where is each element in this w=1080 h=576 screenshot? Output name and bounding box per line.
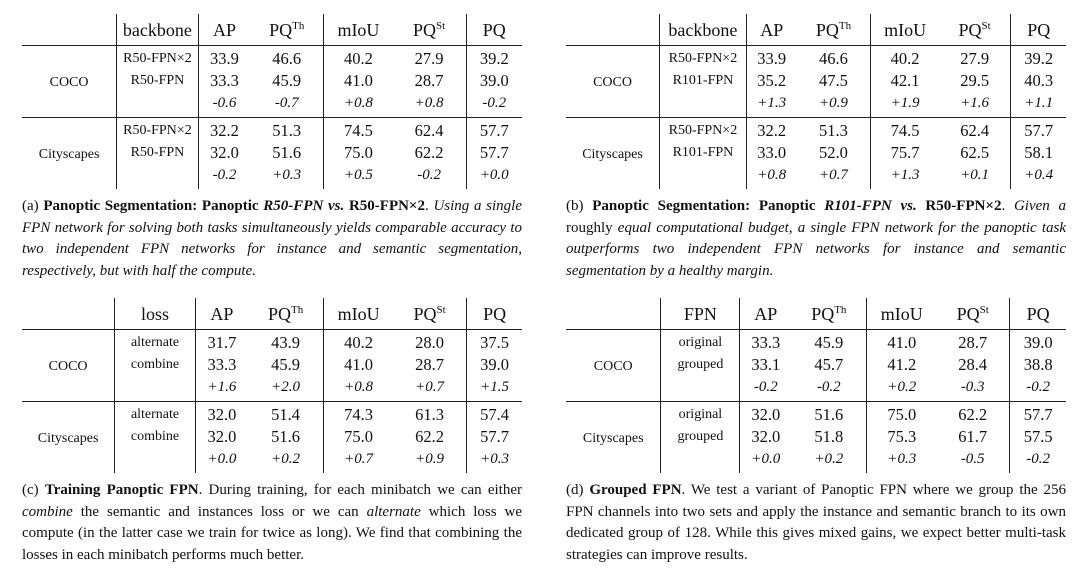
table-row <box>566 402 1066 427</box>
value-cell: 57.4 <box>467 402 522 427</box>
value-cell: 33.3 <box>198 70 250 92</box>
value-cell: -0.2 <box>417 167 441 183</box>
row-label-cell <box>115 376 196 402</box>
value-cell: 40.2 <box>324 46 393 71</box>
value-cell: 39.0 <box>466 70 522 92</box>
row-label-cell <box>661 448 740 473</box>
value-cell: 38.8 <box>1010 354 1066 376</box>
value-cell: 62.2 <box>415 427 444 446</box>
results-table-d <box>566 298 1066 473</box>
column-header: PQ <box>1010 298 1066 330</box>
table-row <box>22 402 522 427</box>
table-panel-d <box>566 298 1066 566</box>
value-cell: 45.7 <box>814 355 844 374</box>
dataset-label: COCO <box>566 330 661 402</box>
caption-bold: Training Panoptic FPN <box>44 482 199 498</box>
value-cell: 58.1 <box>1011 142 1066 164</box>
column-header: backbone <box>660 14 747 46</box>
table-panel-b <box>566 14 1066 282</box>
caption-text: . We test a variant of Panoptic FPN where we group the 256 FPN channels into two sets and apply the instance and semantic branch to its own dedicated group of 128. While this gives mixed gains, we expect better multi-task strategies can improve results. <box>566 482 1066 563</box>
column-header: mIoU <box>871 14 939 46</box>
value-cell: 37.5 <box>467 330 522 355</box>
table-row <box>22 46 522 71</box>
value-cell: 31.7 <box>195 330 248 355</box>
value-cell: 43.9 <box>271 333 301 352</box>
value-cell: 51.3 <box>272 121 302 140</box>
value-cell: 62.5 <box>960 143 990 162</box>
value-cell: 47.5 <box>819 71 848 90</box>
value-cell: 45.9 <box>814 333 844 352</box>
caption-label: (c) <box>22 482 45 498</box>
value-cell: +0.2 <box>271 451 301 467</box>
value-cell: 75.0 <box>324 426 393 448</box>
value-cell: +0.8 <box>324 376 393 402</box>
table-panel-c <box>22 298 522 566</box>
column-header <box>22 298 115 330</box>
caption-label: (a) <box>22 198 44 214</box>
row-label-cell <box>660 92 747 118</box>
row-label-cell <box>115 448 196 473</box>
table-row <box>566 118 1066 143</box>
value-cell: 33.3 <box>740 330 791 355</box>
dataset-label: COCO <box>22 46 117 118</box>
caption-c: (c) Training Panoptic FPN. During training, for each minibatch we can either combine the semantic and instances loss or we can alternate which loss we compute (in the latter case we train for twice as long). We find that combining the losses in each minibatch performs much better. <box>22 482 522 563</box>
caption-bold: Grouped FPN <box>589 482 682 498</box>
value-cell: 61.7 <box>958 427 988 446</box>
caption-bold: Panoptic Segmentation: Panoptic R101-FPN vs. R50-FPN×2 <box>592 198 1002 214</box>
dataset-label: COCO <box>22 330 115 402</box>
value-cell: 51.6 <box>272 143 302 162</box>
column-header: PQ <box>467 298 522 330</box>
value-cell: 57.5 <box>1010 426 1066 448</box>
row-label-cell: R50-FPN <box>117 70 199 92</box>
results-table-b <box>566 14 1066 189</box>
caption-label: (d) <box>566 482 590 498</box>
column-header: AP <box>198 14 250 46</box>
table-row <box>566 46 1066 71</box>
column-header <box>22 14 117 46</box>
value-cell: 62.4 <box>414 121 444 140</box>
value-cell: +0.0 <box>195 448 248 473</box>
value-cell: 32.0 <box>195 426 248 448</box>
value-cell: +1.1 <box>1011 92 1066 118</box>
value-cell: -0.2 <box>1010 448 1066 473</box>
column-header: $PQ^{St}$ <box>958 19 991 40</box>
value-cell: 28.4 <box>958 355 988 374</box>
caption-bold: Panoptic Segmentation: Panoptic R50-FPN vs. R50-FPN×2 <box>43 198 425 214</box>
dataset-label: Cityscapes <box>38 146 100 162</box>
value-cell: 39.2 <box>1011 46 1066 71</box>
value-cell: +0.3 <box>272 167 302 183</box>
value-cell: +0.9 <box>415 451 444 467</box>
value-cell: 32.2 <box>746 118 796 143</box>
column-header: FPN <box>661 298 740 330</box>
value-cell: 27.9 <box>960 49 990 68</box>
header-row <box>22 298 522 330</box>
value-cell: 51.6 <box>271 427 301 446</box>
column-header: loss <box>115 298 196 330</box>
value-cell: +0.8 <box>324 92 393 118</box>
value-cell: -0.2 <box>791 376 867 402</box>
column-header: $PQ^{Th}$ <box>269 19 305 40</box>
value-cell: 32.0 <box>198 142 250 164</box>
header-row <box>22 14 522 46</box>
value-cell: 52.0 <box>819 143 848 162</box>
row-label-cell: R50-FPN×2 <box>660 46 747 71</box>
value-cell: 32.0 <box>195 402 248 427</box>
column-header: $PQ^{St}$ <box>412 19 446 40</box>
row-label-cell: grouped <box>661 426 740 448</box>
dataset-label: Cityscapes <box>582 430 644 446</box>
value-cell: 57.7 <box>466 142 522 164</box>
value-cell: 62.2 <box>414 143 444 162</box>
header-row <box>566 298 1066 330</box>
row-label-cell: original <box>661 330 740 355</box>
column-header: AP <box>746 14 796 46</box>
column-header: $PQ^{St}$ <box>956 303 989 324</box>
value-cell: 39.0 <box>1010 330 1066 355</box>
value-cell: 75.0 <box>324 142 393 164</box>
value-cell: +1.6 <box>939 92 1011 118</box>
value-cell: 51.3 <box>819 121 848 140</box>
value-cell: 41.2 <box>867 354 936 376</box>
value-cell: 29.5 <box>960 71 990 90</box>
value-cell: 40.3 <box>1011 70 1066 92</box>
value-cell: 27.9 <box>414 49 444 68</box>
value-cell: 40.2 <box>871 46 939 71</box>
value-cell: 45.9 <box>271 355 301 374</box>
value-cell: +0.2 <box>867 376 936 402</box>
column-header: $PQ^{St}$ <box>413 303 446 324</box>
value-cell: 61.3 <box>415 405 444 424</box>
value-cell: +0.0 <box>466 164 522 189</box>
value-cell: 33.3 <box>195 354 248 376</box>
table-row <box>566 330 1066 355</box>
value-cell: 51.4 <box>271 405 301 424</box>
value-cell: 33.9 <box>746 46 796 71</box>
value-cell: 62.2 <box>958 405 988 424</box>
table-row <box>22 330 522 355</box>
value-cell: -0.7 <box>250 92 323 118</box>
value-cell: +0.3 <box>467 448 522 473</box>
value-cell: +2.0 <box>248 376 324 402</box>
column-header <box>566 14 660 46</box>
value-cell: 57.7 <box>467 426 522 448</box>
column-header: $PQ^{Th}$ <box>811 303 847 324</box>
value-cell: 41.0 <box>867 330 936 355</box>
value-cell: +0.4 <box>1011 164 1066 189</box>
column-header: mIoU <box>324 298 393 330</box>
value-cell: 57.7 <box>466 118 522 143</box>
caption-text: Using a single FPN network for solving both tasks simultaneously yields comparable accuracy to two independent FPN networks for instance and semantic segmentation, respectively, but with half the compute. <box>22 198 523 279</box>
row-label-cell: combine <box>115 426 196 448</box>
value-cell: 32.2 <box>198 118 250 143</box>
header-row <box>566 14 1066 46</box>
dataset-label: Cityscapes <box>582 146 643 162</box>
value-cell: +0.0 <box>740 448 791 473</box>
value-cell: 51.8 <box>814 427 844 446</box>
value-cell: 46.6 <box>272 49 302 68</box>
value-cell: +0.7 <box>393 376 467 402</box>
value-cell: +0.8 <box>746 164 796 189</box>
row-label-cell: R50-FPN <box>117 142 199 164</box>
value-cell: +0.7 <box>324 448 393 473</box>
column-header <box>566 298 661 330</box>
row-label-cell: R50-FPN×2 <box>117 118 199 143</box>
value-cell: 46.6 <box>819 49 848 68</box>
table-panel-a <box>22 14 522 282</box>
column-header: $PQ^{Th}$ <box>267 303 304 324</box>
caption-d <box>566 480 1066 566</box>
value-cell: 62.4 <box>960 121 990 140</box>
row-label-cell <box>660 164 747 189</box>
row-label-cell <box>661 376 740 402</box>
value-cell: -0.2 <box>466 92 522 118</box>
value-cell: -0.3 <box>936 376 1010 402</box>
caption-b: (b) Panoptic Segmentation: Panoptic R101-FPN vs. R50-FPN×2. Given a roughly equal computational budget, a single FPN network for the panoptic task outperforms two independent FPN networks for instance and semantic segmentation by a healthy margin. <box>566 198 1066 279</box>
value-cell: +0.5 <box>324 164 393 189</box>
column-header: AP <box>195 298 248 330</box>
row-label-cell: R101-FPN <box>660 142 747 164</box>
value-cell: 41.0 <box>324 354 393 376</box>
row-label-cell: alternate <box>115 330 196 355</box>
value-cell: 75.7 <box>871 142 939 164</box>
column-header: mIoU <box>867 298 936 330</box>
value-cell: 74.5 <box>871 118 939 143</box>
value-cell: 40.2 <box>324 330 393 355</box>
column-header: AP <box>740 298 791 330</box>
value-cell: 33.0 <box>746 142 796 164</box>
row-label-cell <box>117 164 199 189</box>
value-cell: -0.2 <box>198 164 250 189</box>
dataset-label: COCO <box>566 46 660 118</box>
row-label-cell: R50-FPN×2 <box>117 46 199 71</box>
value-cell: +0.3 <box>867 448 936 473</box>
row-label-cell: R50-FPN×2 <box>660 118 747 143</box>
column-header: $PQ^{Th}$ <box>815 19 852 40</box>
value-cell: 28.7 <box>414 71 444 90</box>
value-cell: 33.1 <box>740 354 791 376</box>
value-cell: +0.1 <box>960 167 990 183</box>
value-cell: -0.5 <box>960 451 985 467</box>
value-cell: -0.2 <box>740 376 791 402</box>
value-cell: 39.2 <box>466 46 522 71</box>
value-cell: -0.2 <box>1010 376 1066 402</box>
value-cell: 28.7 <box>958 333 988 352</box>
caption-a: (a) Panoptic Segmentation: Panoptic R50-FPN vs. R50-FPN×2. Using a single FPN network for solving both tasks simultaneously yields comparable accuracy to two independent FPN networks for instance and semantic segmentation, respectively, but with half the compute. <box>22 198 523 279</box>
row-label-cell: combine <box>115 354 196 376</box>
value-cell: 28.7 <box>415 355 444 374</box>
caption-text: Given a roughly equal computational budget, a single FPN network for the panoptic task outperforms two independent FPN networks for instance and semantic segmentation by a healthy margin. <box>566 198 1066 279</box>
value-cell: +1.6 <box>195 376 248 402</box>
table-row <box>22 118 522 143</box>
value-cell: 28.0 <box>415 333 444 352</box>
value-cell: 51.6 <box>814 405 844 424</box>
value-cell: 41.0 <box>324 70 393 92</box>
row-label-cell <box>117 92 199 118</box>
row-label-cell: grouped <box>661 354 740 376</box>
value-cell: 32.0 <box>740 426 791 448</box>
value-cell: 74.3 <box>324 402 393 427</box>
value-cell: 45.9 <box>272 71 302 90</box>
value-cell: +0.8 <box>393 92 466 118</box>
column-header: PQ <box>466 14 522 46</box>
row-label-cell: R101-FPN <box>660 70 747 92</box>
value-cell: 35.2 <box>746 70 796 92</box>
results-table-c <box>22 298 522 473</box>
column-header: mIoU <box>324 14 393 46</box>
value-cell: 74.5 <box>324 118 393 143</box>
value-cell: 57.7 <box>1010 402 1066 427</box>
value-cell: +1.3 <box>746 92 796 118</box>
row-label-cell: alternate <box>115 402 196 427</box>
column-header: PQ <box>1011 14 1066 46</box>
value-cell: 75.3 <box>867 426 936 448</box>
column-header: backbone <box>117 14 199 46</box>
value-cell: 42.1 <box>871 70 939 92</box>
value-cell: +1.3 <box>871 164 939 189</box>
caption-label: (b) <box>566 198 593 214</box>
value-cell: 33.9 <box>198 46 250 71</box>
value-cell: +0.9 <box>797 92 871 118</box>
value-cell: 57.7 <box>1011 118 1066 143</box>
value-cell: +0.7 <box>819 167 848 183</box>
row-label-cell: original <box>661 402 740 427</box>
value-cell: 75.0 <box>867 402 936 427</box>
value-cell: 32.0 <box>740 402 791 427</box>
value-cell: +0.2 <box>814 451 844 467</box>
dataset-label: Cityscapes <box>37 430 99 446</box>
results-table-a <box>22 14 522 189</box>
value-cell: +1.9 <box>871 92 939 118</box>
value-cell: -0.6 <box>198 92 250 118</box>
value-cell: +1.5 <box>467 376 522 402</box>
value-cell: 39.0 <box>467 354 522 376</box>
